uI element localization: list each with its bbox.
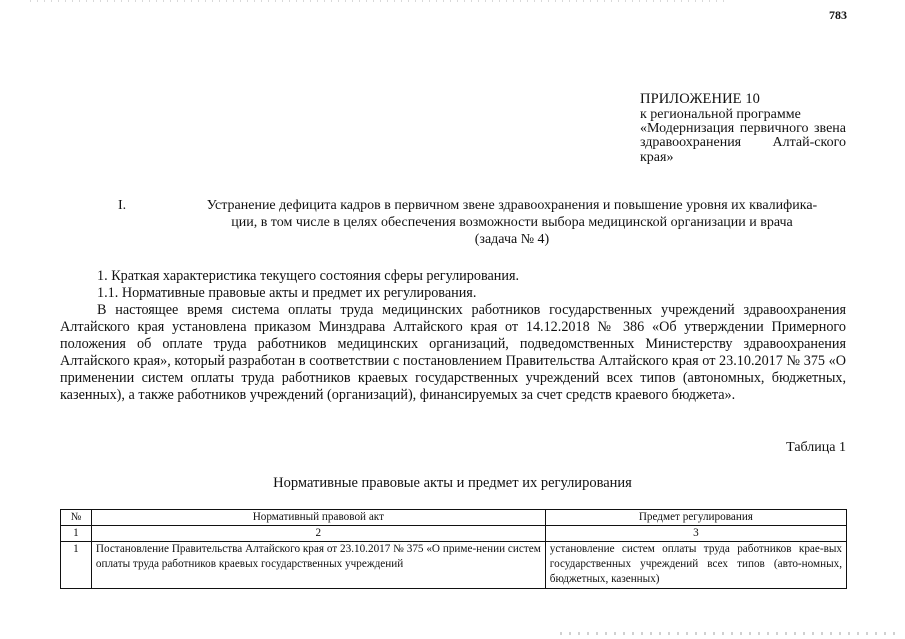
header-subject: Предмет регулирования <box>545 510 846 526</box>
page-number: 783 <box>829 8 847 22</box>
scan-artifact-top <box>30 0 730 2</box>
table-title: Нормативные правовые акты и предмет их регулирования <box>273 475 632 491</box>
appendix-line-2: «Модернизация первичного звена здравоохранения Алтай-ского края» <box>640 121 846 165</box>
section-number: I. <box>118 198 127 213</box>
table-column-numbers-row <box>61 526 847 542</box>
section-heading-line-3: (задача № 4) <box>474 231 550 247</box>
section-heading-block <box>118 198 848 248</box>
section-heading-line-1: Устранение дефицита кадров в первичном звене здравоохранения и повышение уровня их квалифика- <box>206 198 818 213</box>
column-number-1: 1 <box>61 526 92 542</box>
table-row <box>61 542 847 588</box>
row-act: Постановление Правительства Алтайского края от 23.10.2017 № 375 «О приме-нении систем оплаты труда работников краевых государственных учреждений <box>91 542 545 588</box>
table-label: Таблица 1 <box>786 440 846 455</box>
section-heading <box>176 198 848 248</box>
header-act: Нормативный правовой акт <box>91 510 545 526</box>
appendix-title: ПРИЛОЖЕНИЕ 10 <box>640 91 761 107</box>
table-header-row <box>61 510 847 526</box>
paragraph-3: В настоящее время система оплаты труда медицинских работников государственных учреждений здравоохранения Алтайского края установлена приказом Минздрава Алтайского края от 14.12.2018 № 386 «Об утверждении Примерного положения об оплате труда работников медицинских организаций, подведомственных Министерству здравоохранения Алтайского края», который разработан в соответствии с постановлением Правительства Алтайского края от 23.10.2017 № 375 «О применении систем оплаты труда работников краевых государственных учреждений всех типов (автономных, бюджетных, казенных), а также работников учреждений (организаций), финансируемых за счет средств краевого бюджета». <box>60 302 846 404</box>
paragraph-2: 1.1. Нормативные правовые акты и предмет их регулирования. <box>97 285 477 302</box>
header-number: № <box>61 510 92 526</box>
regulation-table <box>60 509 847 589</box>
row-subject: установление систем оплаты труда работников крае-вых государственных учреждений всех типов (авто-номных, бюджетных, казенных) <box>545 542 846 588</box>
scan-artifact-bottom <box>560 632 900 635</box>
appendix-block <box>640 92 846 165</box>
appendix-line-1: к региональной программе <box>640 106 801 122</box>
column-number-3: 3 <box>545 526 846 542</box>
paragraph-1: 1. Краткая характеристика текущего состояния сферы регулирования. <box>97 268 520 284</box>
row-number: 1 <box>61 542 92 588</box>
section-heading-line-2: ции, в том числе в целях обеспечения возможности выбора медицинской организации и врача <box>231 214 793 230</box>
body-text <box>60 268 846 404</box>
column-number-2: 2 <box>91 526 545 542</box>
